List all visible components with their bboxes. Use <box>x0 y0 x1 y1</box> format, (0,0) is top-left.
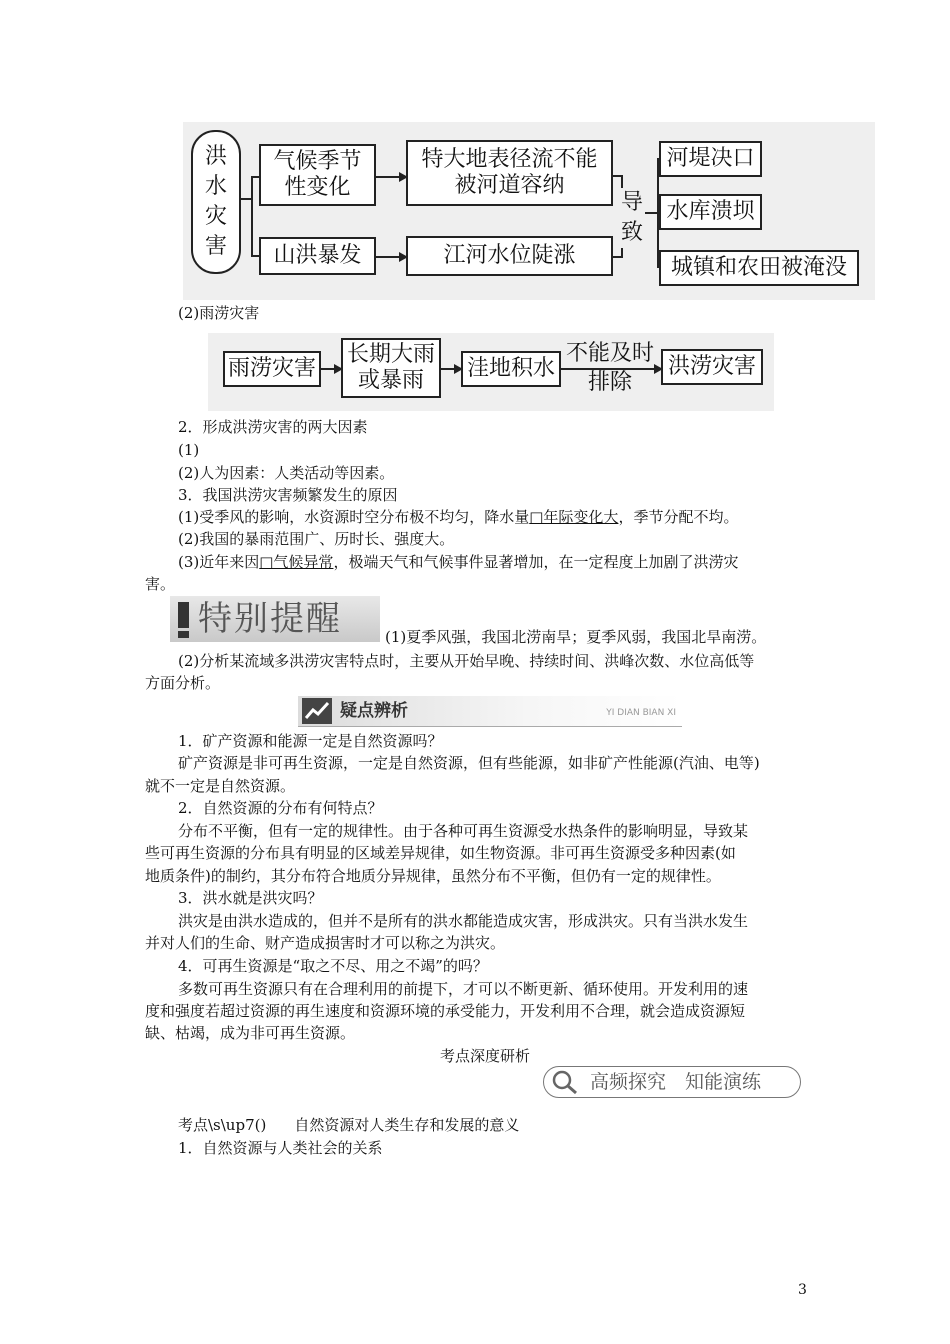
cause-box-flash-flood <box>259 237 376 275</box>
exam-point-label: 考点\s\up7() <box>178 1116 267 1134</box>
list-item: (2)人为因素：人类活动等因素。 <box>178 464 395 482</box>
flood-root-label: 洪水灾害 <box>204 144 227 259</box>
list-item: (1) <box>178 441 200 459</box>
result-box <box>659 250 859 286</box>
answer-line: 分布不平衡，但有一定的规律性。由于各种可再生资源受水热条件的影响明显，导致某 <box>178 822 749 840</box>
answer-line: 矿产资源是非可再生资源，一定是自然资源，但有些能源，如非矿产性能源(汽油、电等) <box>178 754 760 772</box>
answer-line: 并对人们的生命、财产造成损害时才可以称之为洪灾。 <box>145 934 506 952</box>
result-box <box>659 194 762 230</box>
answer-line: 多数可再生资源只有在合理利用的前提下，才可以不断更新、循环使用。开发利用的速 <box>178 980 749 998</box>
exclamation-dot <box>178 631 189 638</box>
result-label: 城镇和农田被淹没 <box>670 255 847 280</box>
flow-box <box>661 349 763 385</box>
answer-line: 缺、枯竭，成为非可再生资源。 <box>145 1024 356 1042</box>
exclamation-icon <box>178 602 189 628</box>
answer-line: 些可再生资源的分布具有明显的区域差异规律，如生物资源。非可再生资源受多种因素(如 <box>145 844 736 862</box>
analysis-banner-pinyin: YI DIAN BIAN XI <box>606 708 676 718</box>
question: 4．可再生资源是“取之不尽、用之不竭”的吗？ <box>178 957 488 975</box>
practice-banner <box>543 1066 801 1098</box>
exam-point-title: 自然资源对人类生存和发展的意义 <box>294 1116 520 1134</box>
flow-box-label: 洼地积水 <box>466 356 555 381</box>
exam-point <box>178 1114 519 1136</box>
mid-box-runoff <box>406 140 613 206</box>
arrow-label: 不能及时排除 <box>565 341 654 395</box>
subsection-title: (2)雨涝灾害 <box>178 304 260 322</box>
question: 3．洪水就是洪灾吗？ <box>178 889 323 907</box>
reminder-line: 方面分析。 <box>145 674 221 692</box>
list-item <box>178 506 738 528</box>
text: (1)受季风的影响，水资源时空分布极不均匀，降水量 <box>178 508 530 526</box>
lead-label: 导致 <box>619 188 645 248</box>
arrow <box>321 368 341 370</box>
mid-water-level-label: 江河水位陡涨 <box>443 243 576 268</box>
text: ，极端天气和气候事件显著增加，在一定程度上加剧了洪涝灾 <box>333 553 739 571</box>
list-item: (2)我国的暴雨范围广、历时长、强度大。 <box>178 530 455 548</box>
section-heading: 考点深度研析 <box>440 1047 531 1065</box>
answer-line: 度和强度若超过资源的再生速度和资源环境的承受能力，开发利用不合理，就会造成资源短 <box>145 1002 746 1020</box>
flow-box-label: 洪涝灾害 <box>667 354 756 379</box>
flow-box-label: 雨涝灾害 <box>227 356 316 381</box>
flow-box <box>341 338 441 398</box>
section-title: 3．我国洪涝灾害频繁发生的原因 <box>178 486 398 504</box>
practice-banner-label: 高频探究 知能演练 <box>590 1071 762 1093</box>
arrow <box>441 368 461 370</box>
chart-trend-icon <box>302 698 332 724</box>
reminder-banner-label: 特别提醒 <box>198 599 342 639</box>
text-continuation: 害。 <box>145 575 176 593</box>
flow-box <box>461 351 561 387</box>
mid-box-water-level <box>406 236 613 276</box>
arrow <box>376 176 406 178</box>
text: (3)近年来因 <box>178 553 260 571</box>
connector <box>251 176 253 256</box>
analysis-banner <box>298 696 682 727</box>
reminder-banner <box>170 596 380 642</box>
reminder-line: (2)分析某流域多洪涝灾害特点时，主要从开始早晚、持续时间、洪峰次数、水位高低等 <box>178 652 755 670</box>
question: 2．自然资源的分布有何特点？ <box>178 799 383 817</box>
magnifier-icon <box>550 1069 584 1095</box>
reminder-line: (1)夏季风强，我国北涝南旱；夏季风弱，我国北旱南涝。 <box>385 628 767 646</box>
text: ，季节分配不均。 <box>618 508 739 526</box>
cause-flash-flood-label: 山洪暴发 <box>273 243 362 268</box>
fill-blank-answer: □年际变化大 <box>529 508 619 526</box>
cause-box-climate <box>259 144 376 206</box>
analysis-banner-label: 疑点辨析 <box>340 701 408 721</box>
list-item <box>178 551 738 573</box>
page-number: 3 <box>798 1282 807 1298</box>
fill-blank-answer: □气候异常 <box>259 553 334 571</box>
flood-root-oval <box>191 130 241 274</box>
flow-box-label: 长期大雨或暴雨 <box>346 342 435 393</box>
list-item: 1．自然资源与人类社会的关系 <box>178 1139 383 1157</box>
cause-climate-label: 气候季节性变化 <box>273 149 362 200</box>
answer-line: 就不一定是自然资源。 <box>145 777 296 795</box>
flow-box <box>223 351 321 387</box>
mid-runoff-label: 特大地表径流不能被河道容纳 <box>421 147 598 198</box>
question: 1．矿产资源和能源一定是自然资源吗？ <box>178 732 443 750</box>
arrow <box>376 256 406 258</box>
result-label: 水库溃坝 <box>666 199 755 224</box>
section-title: 2．形成洪涝灾害的两大因素 <box>178 418 368 436</box>
answer-line: 洪灾是由洪水造成的，但并不是所有的洪水都能造成灾害，形成洪灾。只有当洪水发生 <box>178 912 749 930</box>
answer-line: 地质条件)的制约，其分布符合地质分异规律，虽然分布不平衡，但仍有一定的规律性。 <box>145 867 721 885</box>
result-box <box>659 141 762 177</box>
result-label: 河堤决口 <box>666 146 755 171</box>
